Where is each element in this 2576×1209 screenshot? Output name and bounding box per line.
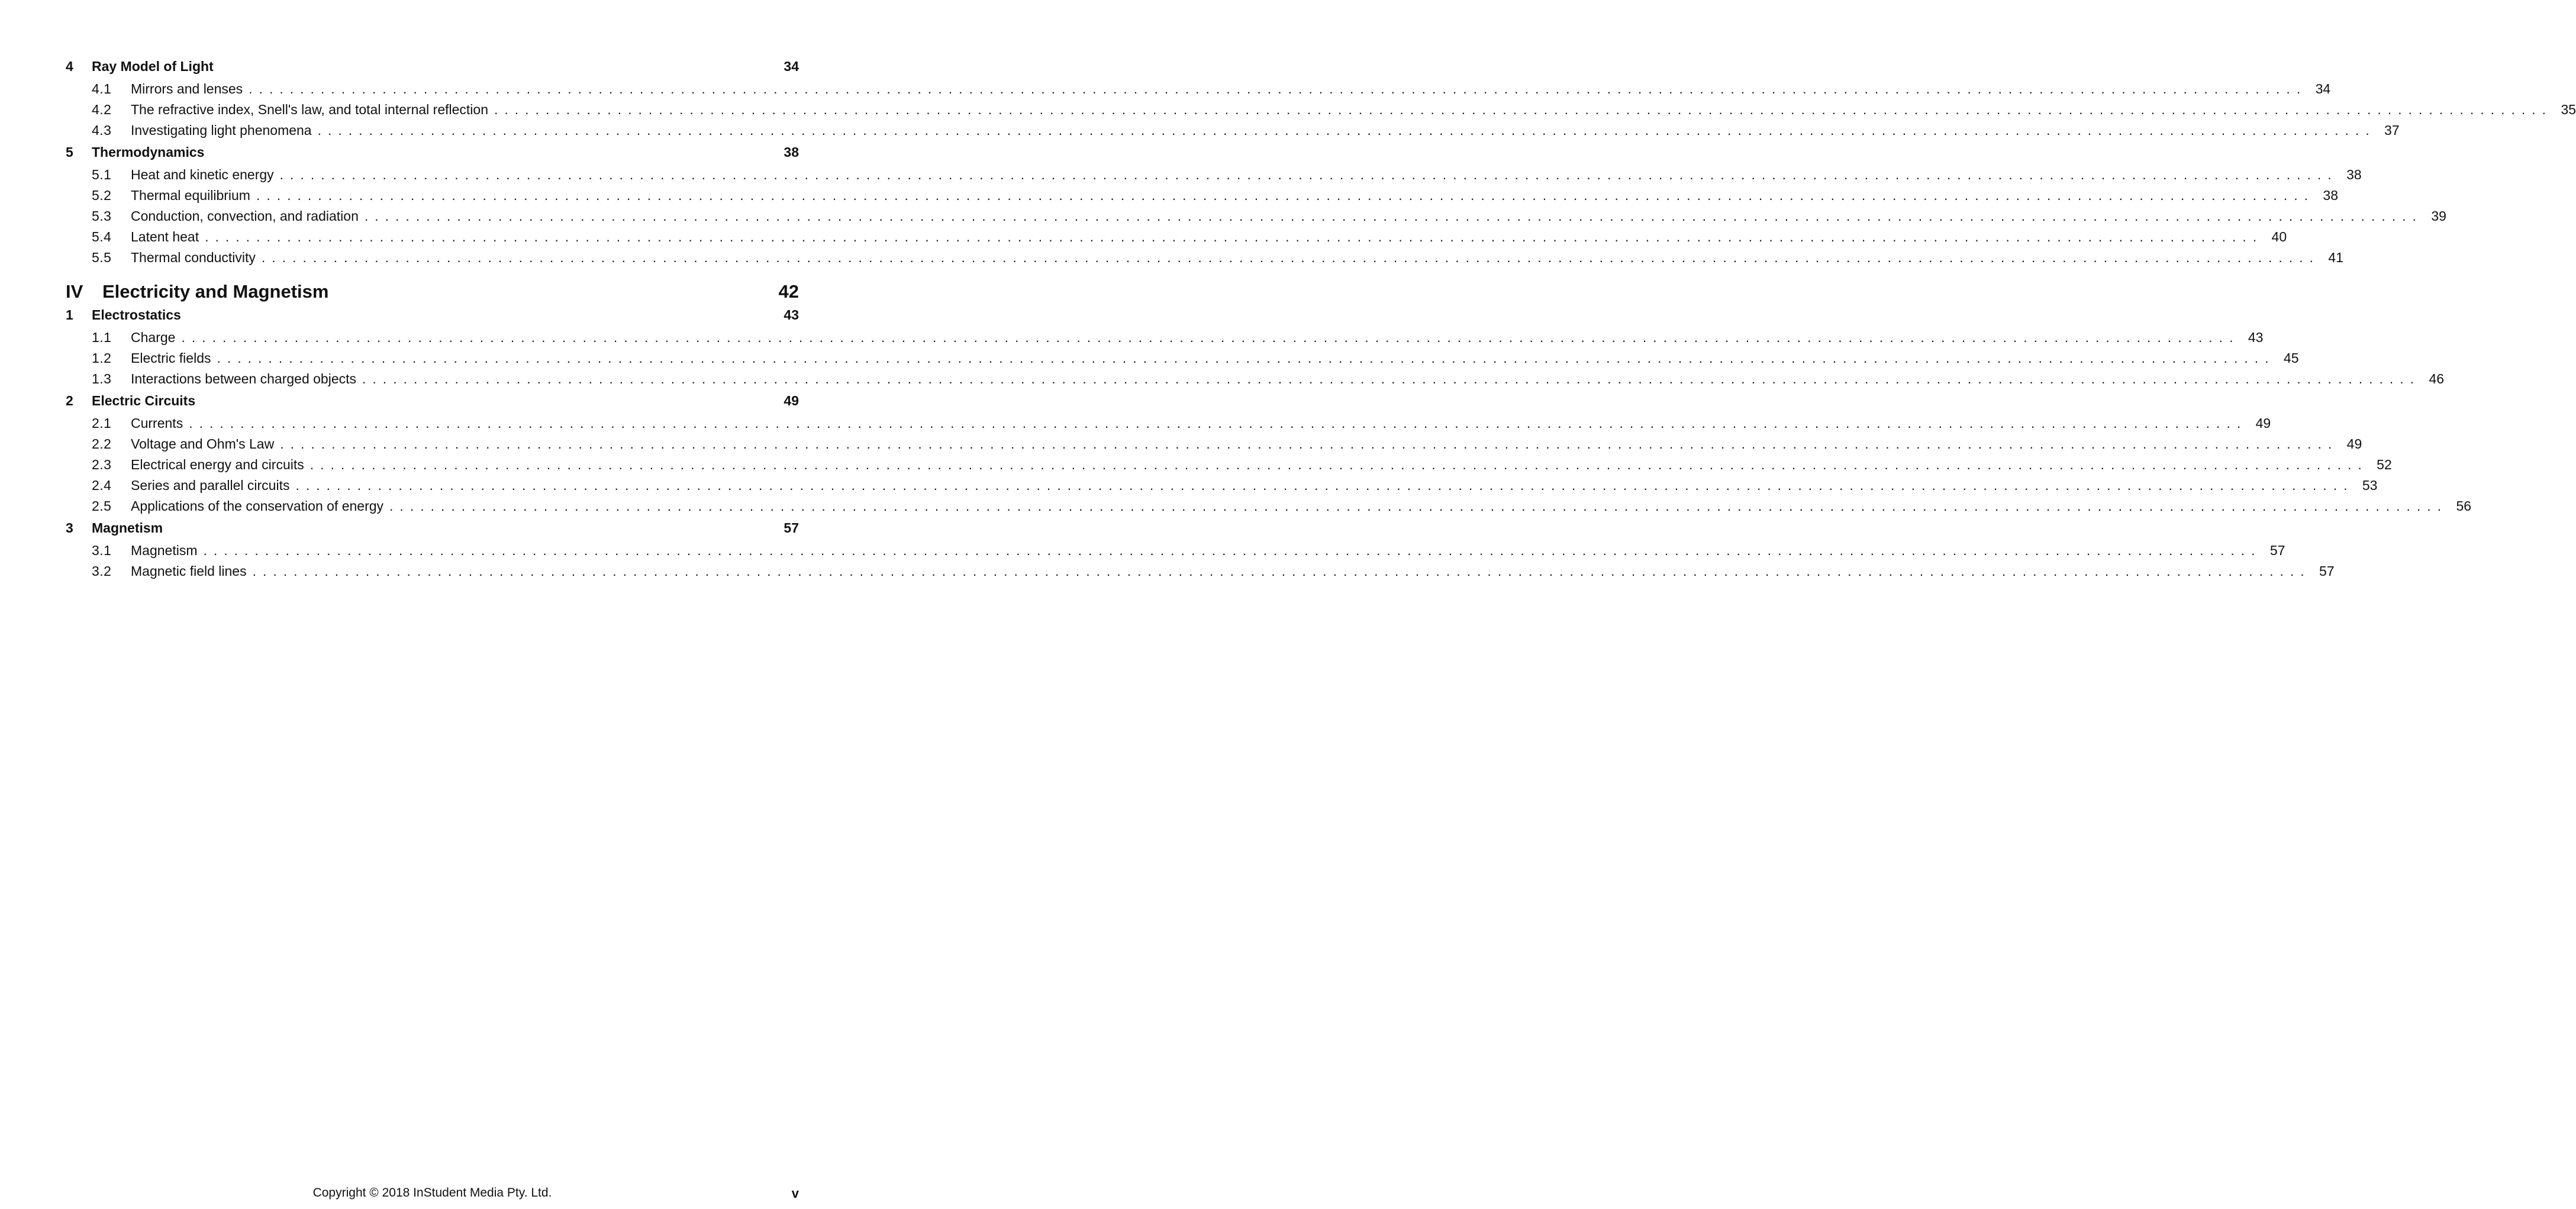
toc-section[interactable]	[66, 120, 2400, 141]
section-title: Investigating light phenomena	[131, 122, 312, 138]
section-title: Conduction, convection, and radiation	[131, 208, 359, 224]
section-title: The refractive index, Snell's law, and total internal reflection	[131, 102, 488, 117]
chapter-page: 49	[784, 393, 799, 408]
part-number: IV	[66, 281, 83, 302]
section-title: Mirrors and lenses	[131, 81, 243, 96]
toc-chapter[interactable]	[66, 307, 799, 327]
section-title: Thermal equilibrium	[131, 188, 250, 203]
page-footer	[66, 1186, 799, 1204]
chapter-number: 5	[66, 144, 73, 160]
section-title: Interactions between charged objects	[131, 371, 357, 386]
section-number: 5.1	[92, 167, 112, 182]
section-title: Electric fields	[131, 350, 211, 366]
toc-chapter[interactable]	[66, 144, 799, 165]
section-number: 5.3	[92, 208, 112, 224]
dot-leader: ........................................................................................................................................................................................................	[295, 478, 2354, 493]
section-page: 46	[2429, 371, 2445, 386]
toc-section[interactable]	[66, 434, 2362, 454]
dot-leader: ........................................................................................................................................................................................................	[261, 250, 2320, 265]
chapter-page: 43	[784, 307, 799, 323]
toc-section[interactable]	[66, 327, 2264, 348]
section-title: Charge	[131, 330, 176, 345]
section-page: 57	[2269, 543, 2285, 558]
toc-section[interactable]	[66, 247, 2343, 268]
chapter-number: 4	[66, 59, 73, 74]
section-title: Magnetism	[131, 543, 198, 558]
dot-leader: ........................................................................................................................................................................................................	[494, 102, 2553, 117]
section-page: 38	[2323, 188, 2338, 203]
section-number: 5.2	[92, 188, 112, 203]
section-number: 1.2	[92, 350, 112, 366]
page-number: v	[791, 1186, 799, 1201]
dot-leader: ........................................................................................................................................................................................................	[279, 167, 2338, 182]
section-title: Thermal conductivity	[131, 250, 256, 265]
toc-section[interactable]	[66, 165, 2362, 185]
chapter-number: 3	[66, 520, 73, 536]
part-title: Electricity and Magnetism	[102, 281, 329, 302]
section-number: 1.1	[92, 330, 112, 345]
chapter-page: 34	[784, 59, 799, 74]
section-number: 4.1	[92, 81, 112, 96]
chapter-title: Thermodynamics	[92, 144, 205, 160]
part-page: 42	[778, 281, 799, 302]
section-number: 3.2	[92, 563, 112, 579]
section-number: 5.4	[92, 229, 112, 244]
section-title: Currents	[131, 415, 183, 431]
section-page: 43	[2248, 330, 2264, 345]
dot-leader: ........................................................................................................................................................................................................	[256, 188, 2314, 203]
dot-leader: ........................................................................................................................................................................................................	[205, 229, 2264, 244]
section-page: 38	[2346, 167, 2362, 182]
section-number: 2.4	[92, 478, 112, 493]
dot-leader: ........................................................................................................................................................................................................	[189, 415, 2248, 431]
toc-section[interactable]	[66, 348, 2299, 369]
toc-section[interactable]	[66, 540, 2285, 561]
chapter-number: 1	[66, 307, 73, 323]
section-page: 41	[2328, 250, 2343, 265]
section-page: 56	[2456, 498, 2472, 514]
section-page: 45	[2283, 350, 2299, 366]
section-title: Electrical energy and circuits	[131, 457, 304, 472]
section-title: Latent heat	[131, 229, 199, 244]
section-number: 2.2	[92, 436, 112, 452]
section-title: Heat and kinetic energy	[131, 167, 274, 182]
section-title: Applications of the conservation of energy	[131, 498, 384, 514]
toc-section[interactable]	[66, 413, 2271, 434]
toc-section[interactable]	[66, 227, 2287, 247]
dot-leader: ........................................................................................................................................................................................................	[252, 563, 2311, 579]
section-page: 49	[2255, 415, 2271, 431]
chapter-page: 57	[784, 520, 799, 536]
toc-chapter[interactable]	[66, 520, 799, 540]
dot-leader: ........................................................................................................................................................................................................	[317, 122, 2376, 138]
section-page: 40	[2271, 229, 2287, 244]
section-number: 2.3	[92, 457, 112, 472]
dot-leader: ........................................................................................................................................................................................................	[217, 350, 2275, 366]
toc-section[interactable]	[66, 369, 2445, 389]
toc-chapter[interactable]	[66, 59, 799, 79]
chapter-page: 38	[784, 144, 799, 160]
section-number: 2.1	[92, 415, 112, 431]
section-title: Magnetic field lines	[131, 563, 247, 579]
section-page: 53	[2362, 478, 2378, 493]
section-title: Series and parallel circuits	[131, 478, 290, 493]
section-page: 49	[2346, 436, 2362, 452]
section-number: 1.3	[92, 371, 112, 386]
toc-section[interactable]	[66, 206, 2446, 227]
toc-section[interactable]	[66, 561, 2335, 582]
section-number: 4.2	[92, 102, 112, 117]
section-page: 57	[2319, 563, 2335, 579]
dot-leader: ........................................................................................................................................................................................................	[362, 371, 2421, 386]
toc-section[interactable]	[66, 496, 2472, 517]
section-page: 37	[2384, 122, 2400, 138]
toc-section[interactable]	[66, 475, 2378, 496]
chapter-title: Magnetism	[92, 520, 163, 536]
dot-leader: ........................................................................................................................................................................................................	[389, 498, 2448, 514]
section-page: 34	[2315, 81, 2331, 96]
table-of-contents	[66, 59, 2576, 582]
toc-section[interactable]	[66, 185, 2338, 206]
toc-section[interactable]	[66, 79, 2331, 99]
section-page: 52	[2377, 457, 2392, 472]
section-title: Voltage and Ohm's Law	[131, 436, 275, 452]
chapter-number: 2	[66, 393, 73, 408]
toc-part[interactable]	[66, 281, 799, 307]
section-page: 39	[2431, 208, 2446, 224]
chapter-title: Electrostatics	[92, 307, 181, 323]
toc-chapter[interactable]	[66, 393, 799, 413]
dot-leader: ........................................................................................................................................................................................................	[364, 208, 2423, 224]
section-number: 4.3	[92, 122, 112, 138]
copyright-notice: Copyright © 2018 InStudent Media Pty. Ltd.	[312, 1186, 552, 1200]
section-number: 5.5	[92, 250, 112, 265]
section-number: 3.1	[92, 543, 112, 558]
toc-section[interactable]	[66, 454, 2392, 475]
section-page: 35	[2561, 102, 2576, 117]
dot-leader: ........................................................................................................................................................................................................	[181, 330, 2240, 345]
dot-leader: ........................................................................................................................................................................................................	[249, 81, 2307, 96]
dot-leader: ........................................................................................................................................................................................................	[203, 543, 2262, 558]
dot-leader: ........................................................................................................................................................................................................	[280, 436, 2339, 452]
section-number: 2.5	[92, 498, 112, 514]
toc-section[interactable]	[66, 99, 2576, 120]
chapter-title: Electric Circuits	[92, 393, 196, 408]
dot-leader: ........................................................................................................................................................................................................	[309, 457, 2368, 472]
chapter-title: Ray Model of Light	[92, 59, 214, 74]
